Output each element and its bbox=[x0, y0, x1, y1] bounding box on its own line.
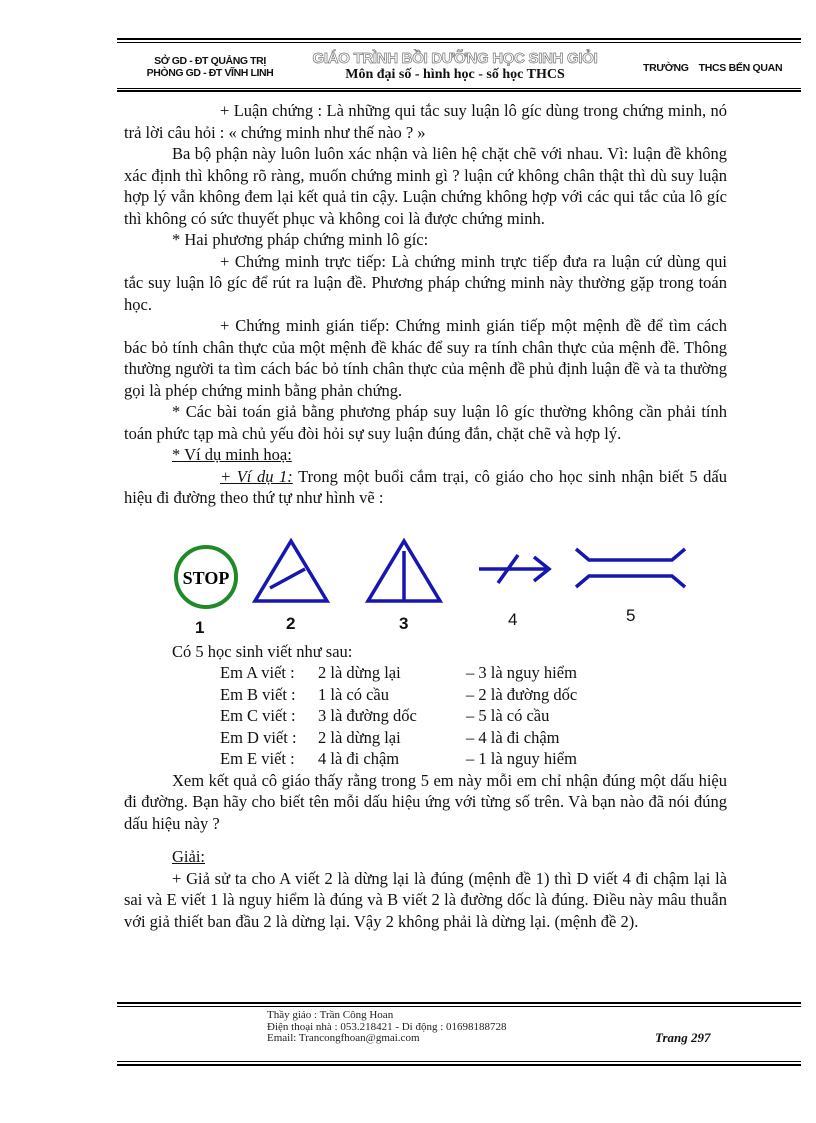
paragraph-giai: + Giả sử ta cho A viết 2 là dừng lại là đúng (mệnh đề 1) thì D viết 4 đi chậm lại là sai và E viết 1 là nguy hiểm là đúng và B viết 2 là đường dốc là đúng. Điều này mâu thuẫn với giả thiết ban đầu 2 là dừng lại. Vậy 2 không phải là dừng lại. (mệnh đề 2). bbox=[124, 868, 727, 931]
student-row bbox=[220, 727, 727, 749]
paragraph-xem-ket-qua: Xem kết quả cô giáo thấy rằng trong 5 em này mỗi em chỉ nhận đúng một dấu hiệu đi đường. Bạn hãy cho biết tên mỗi dấu hiệu ứng với từng số trên. Và bạn nào đã nói đúng dấu hiệu này ? bbox=[124, 770, 727, 833]
example-1-label: + Ví dụ 1: bbox=[220, 466, 293, 486]
footer-rule-bottom-thin bbox=[117, 1061, 801, 1062]
student-name: Em B viết : bbox=[220, 684, 296, 704]
footer-phone: Điện thoại nhà : 053.218421 - Di động : 01698188728 bbox=[267, 1020, 507, 1033]
road-signs-figure bbox=[124, 509, 727, 641]
student-row bbox=[220, 662, 727, 684]
students-intro: Có 5 học sinh viết như sau: bbox=[172, 641, 353, 661]
sign-5-top-line bbox=[576, 549, 685, 560]
sign-2-triangle bbox=[255, 541, 327, 601]
student-answer-1: 1 là có cầu bbox=[318, 684, 390, 704]
student-name: Em E viết : bbox=[220, 749, 295, 768]
paragraph-bai-toan: * Các bài toán giả bằng phương pháp suy luận lô gíc thường không cần phải tính toán phức tạp mà chủ yếu đòi hỏi sự suy luận đúng đắn, chặt chẽ và hợp lý. bbox=[124, 402, 727, 443]
header-department bbox=[125, 55, 295, 79]
solution-label: Giải: bbox=[172, 847, 205, 866]
footer-rule-top-thick bbox=[117, 1002, 801, 1004]
sign-1-stop bbox=[176, 547, 236, 607]
solution-heading bbox=[124, 846, 727, 868]
student-row bbox=[220, 684, 727, 706]
sign-3-triangle-bar bbox=[368, 541, 440, 601]
header-center bbox=[300, 50, 610, 82]
student-answer-2: – 3 là nguy hiểm bbox=[466, 663, 577, 682]
sign-label-2: 2 bbox=[286, 613, 296, 633]
footer-contact bbox=[267, 1010, 507, 1045]
page-number: Trang 297 bbox=[655, 1030, 711, 1045]
sign-label-1: 1 bbox=[195, 617, 205, 637]
header-rule-top-thin bbox=[117, 42, 801, 43]
student-answer-2: – 5 là có cầu bbox=[466, 706, 550, 725]
footer-email: Email: Trancongfhoan@gmai.com bbox=[267, 1032, 420, 1044]
example-1-paragraph bbox=[124, 466, 727, 509]
example-1-text: Trong một buổi cắm trại, cô giáo cho học sinh nhận biết 5 dấu hiệu đi đường theo thứ tự như hình vẽ : bbox=[124, 466, 727, 507]
student-row bbox=[220, 748, 727, 770]
student-row bbox=[220, 705, 727, 727]
road-signs-svg bbox=[124, 509, 727, 641]
student-answer-1: 2 là dừng lại bbox=[318, 727, 401, 747]
student-answer-2: – 1 là nguy hiểm bbox=[466, 749, 577, 768]
paragraph-gian-tiep: + Chứng minh gián tiếp: Chứng minh gián tiếp một mệnh đề để tìm cách bác bỏ tính chân thực của một mệnh đề khác để suy ra tính chân thực của mệnh đề. Thông thường người ta tìm cách bác bỏ tính chân thực của mệnh đề phủ định luận đề và ta thường gọi là phép chứng minh bằng phản chứng. bbox=[124, 316, 727, 400]
header-subtitle: Môn đại số - hình học - số học THCS bbox=[345, 67, 565, 82]
sign-label-5: 5 bbox=[626, 605, 636, 625]
header-department-line1: SỞ GD - ĐT QUẢNG TRỊ bbox=[154, 55, 266, 67]
student-answer-1: 2 là dừng lại bbox=[318, 663, 401, 682]
sign-2-triangle-slash bbox=[255, 541, 327, 601]
header-department-line2: PHÒNG GD - ĐT VĨNH LINH bbox=[146, 67, 274, 79]
paragraph-hai-phuong-phap: * Hai phương pháp chứng minh lô gíc: bbox=[172, 230, 429, 249]
header-school-name: THCS BẾN QUAN bbox=[698, 62, 783, 74]
sign-4-arrow bbox=[479, 555, 549, 583]
header-rule-top bbox=[117, 38, 801, 40]
header-rule-bottom bbox=[117, 88, 801, 89]
paragraph-luan-chung: + Luận chứng : Là những qui tắc suy luận lô gíc dùng trong chứng minh, nó trả lời câu hỏi : « chứng minh như thế nào ? » bbox=[124, 101, 727, 142]
student-name: Em C viết : bbox=[220, 706, 296, 725]
footer-rule-bottom-thick bbox=[117, 1064, 801, 1066]
student-name: Em A viết : bbox=[220, 663, 295, 682]
header-school bbox=[643, 62, 792, 74]
student-answer-1: 4 là đi chậm bbox=[318, 749, 400, 768]
footer-rule-top-thin bbox=[117, 1006, 801, 1007]
paragraph-truc-tiep: + Chứng minh trực tiếp: Là chứng minh trực tiếp đưa ra luận cứ dùng qui tắc suy luận lô gíc để rút ra luận đề. Phương pháp chứng minh này thường gặp trong toán học. bbox=[124, 251, 727, 314]
student-answer-1: 3 là đường dốc bbox=[318, 706, 417, 725]
sign-2-slash bbox=[270, 569, 305, 588]
student-answer-2: – 2 là đường dốc bbox=[466, 684, 578, 704]
sign-5-bottom-line bbox=[576, 576, 685, 587]
spacer bbox=[124, 834, 727, 846]
students-list bbox=[220, 662, 727, 770]
sign-5-bridge bbox=[576, 549, 685, 587]
stop-text: STOP bbox=[182, 567, 230, 588]
header-school-word: TRƯỜNG bbox=[643, 62, 689, 74]
footer-teacher: Thầy giáo : Trần Công Hoan bbox=[267, 1009, 394, 1021]
sign-label-3: 3 bbox=[399, 613, 409, 633]
example-heading-text: * Ví dụ minh hoạ: bbox=[172, 445, 292, 464]
sign-label-4: 4 bbox=[508, 609, 518, 629]
example-heading bbox=[124, 444, 727, 466]
header-title: GIÁO TRÌNH BỒI DƯỠNG HỌC SINH GIỎI bbox=[312, 50, 598, 67]
student-name: Em D viết : bbox=[220, 727, 297, 747]
paragraph-ba-bo-phan: Ba bộ phận này luôn luôn xác nhận và liên hệ chặt chẽ với nhau. Vì: luận đề không xác định thì không rõ ràng, muốn chứng minh gì ? luận cứ không chân thật thì dù suy luận hợp lý vẫn không đem lại kết quả tin cậy. Luận chứng không hợp với các qui tắc của lô gíc thì không có sức thuyết phục và không coi là được chứng minh. bbox=[124, 144, 727, 228]
header-rule-bottom-thick bbox=[117, 90, 801, 92]
student-answer-2: – 4 là đi chậm bbox=[466, 727, 560, 747]
document-body bbox=[124, 100, 727, 932]
